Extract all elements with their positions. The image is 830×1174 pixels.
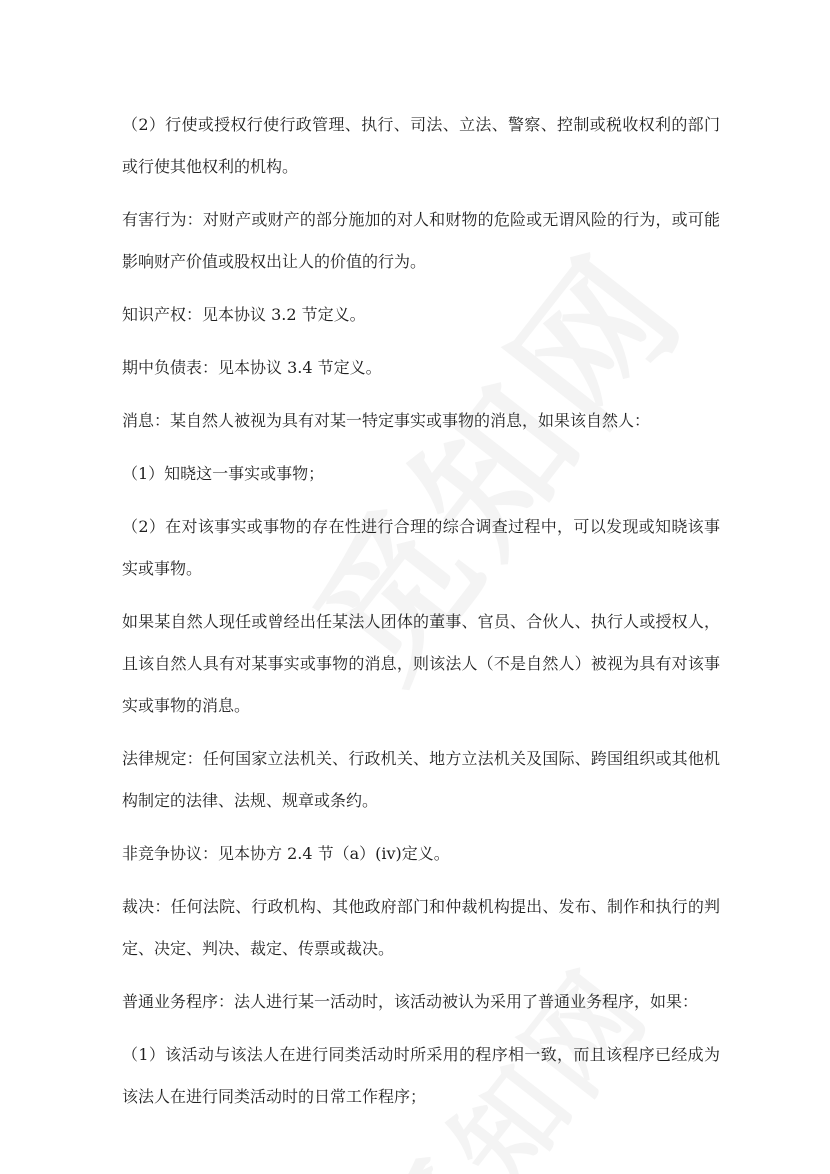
paragraph: 非竞争协议：见本协方 2.4 节（a）(iv)定义。 (122, 844, 450, 863)
paragraph: 裁决：任何法院、行政机构、其他政府部门和仲裁机构提出、发布、制作和执行的判定、决定、判决、裁定、传票或裁决。 (122, 897, 720, 958)
paragraph: （2）行使或授权行使行政管理、执行、司法、立法、警察、控制或税收权利的部门或行使其他权利的机构。 (122, 115, 720, 176)
paragraph: 如果某自然人现任或曾经出任某法人团体的董事、官员、合伙人、执行人或授权人，且该自然人具有对某事实或事物的消息，则该法人（不是自然人）被视为具有对该事实或事物的消息。 (122, 612, 720, 715)
paragraph: 有害行为：对财产或财产的部分施加的对人和财物的危险或无谓风险的行为，或可能影响财产价值或股权出让人的价值的行为。 (122, 210, 720, 271)
document-body (114, 104, 720, 1129)
paragraph: （2）在对该事实或事物的存在性进行合理的综合调查过程中，可以发现或知晓该事实或事物。 (122, 517, 720, 578)
paragraph: 期中负债表：见本协议 3.4 节定义。 (122, 358, 382, 377)
paragraph: （1）知晓这一事实或事物； (122, 464, 325, 483)
paragraph: 知识产权：见本协议 3.2 节定义。 (122, 305, 366, 324)
paragraph: 消息：某自然人被视为具有对某一特定事实或事物的消息，如果该自然人： (122, 411, 651, 430)
paragraph: 法律规定：任何国家立法机关、行政机关、地方立法机关及国际、跨国组织或其他机构制定的法律、法规、规章或条约。 (122, 749, 720, 810)
paragraph: （1）该活动与该法人在进行同类活动时所采用的程序相一致，而且该程序已经成为该法人在进行同类活动时的日常工作程序； (122, 1045, 720, 1106)
paragraph: 普通业务程序：法人进行某一活动时，该活动被认为采用了普通业务程序，如果： (122, 992, 699, 1011)
